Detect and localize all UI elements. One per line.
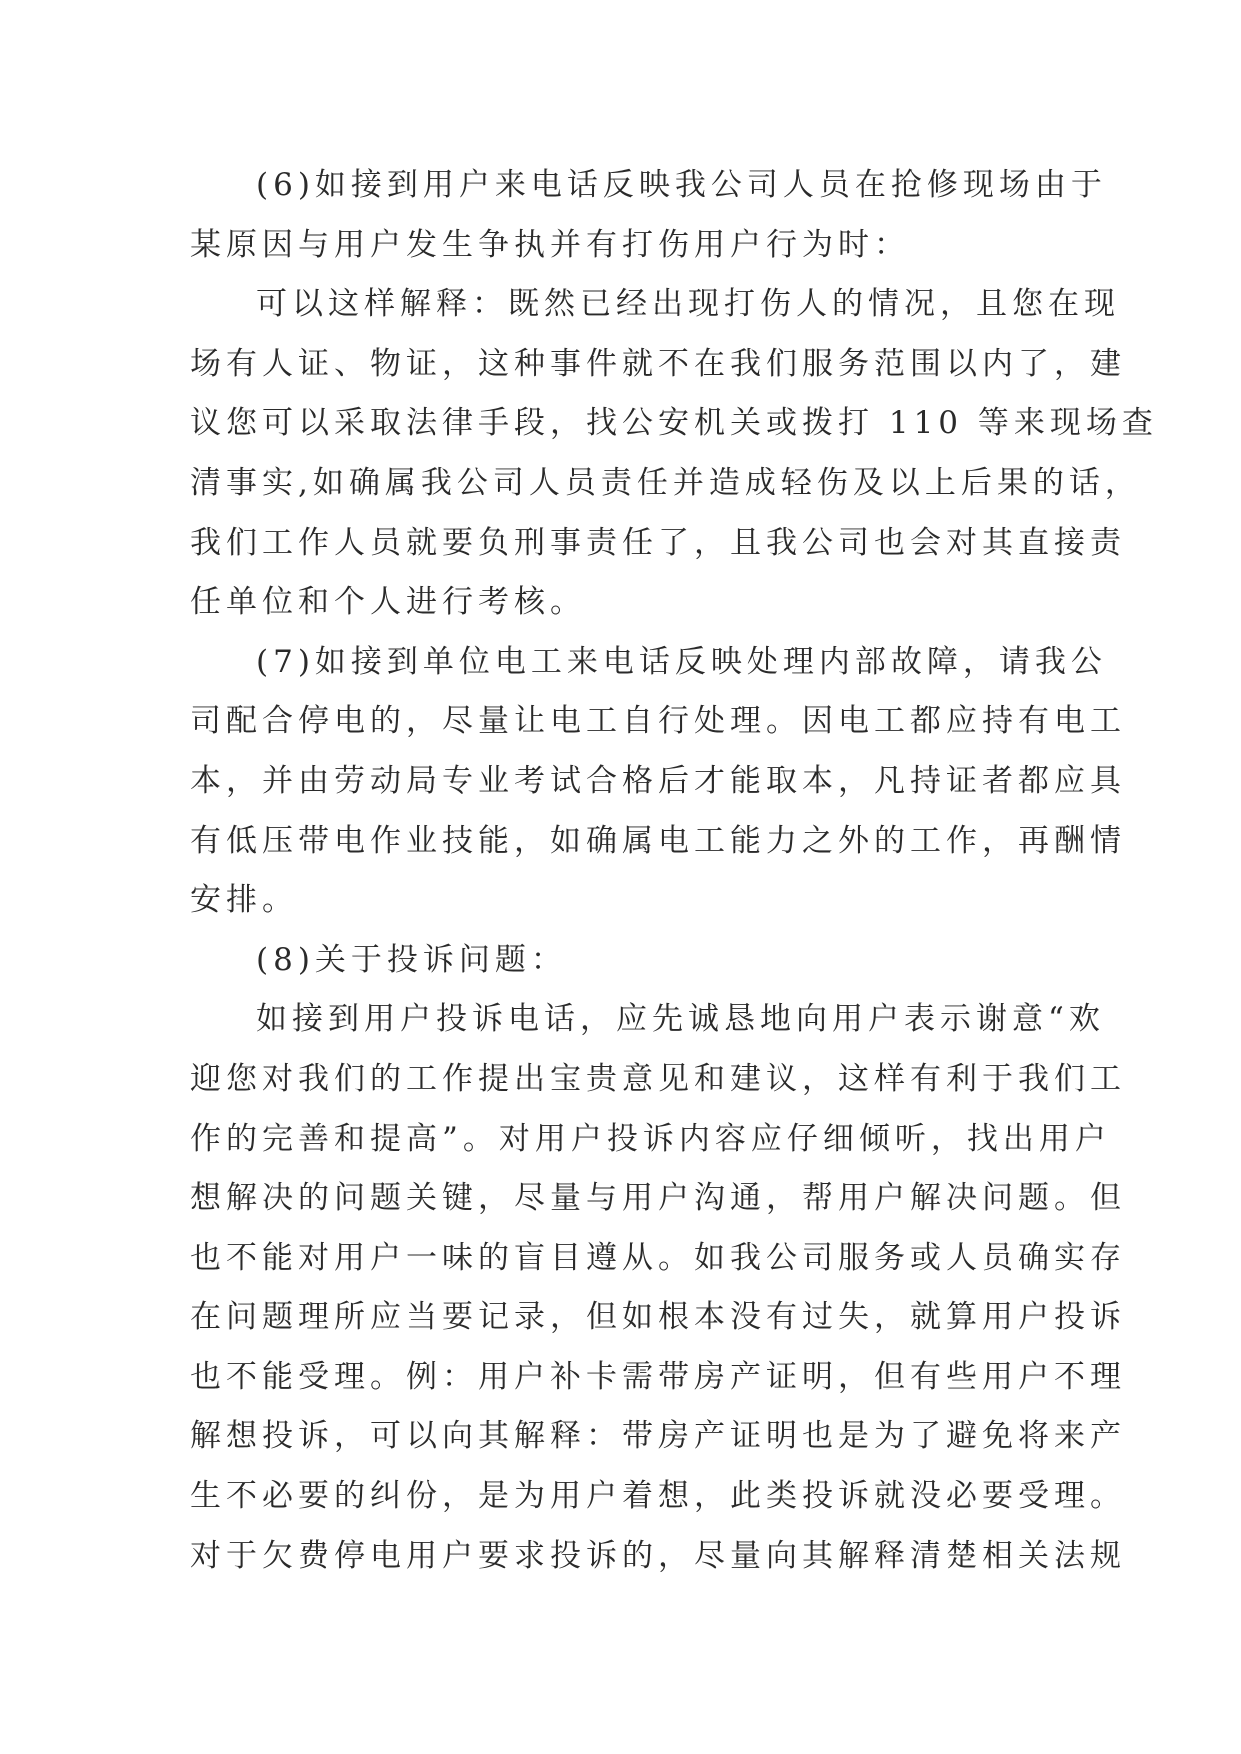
text-line: 我们工作人员就要负刑事责任了，且我公司也会对其直接责 bbox=[190, 524, 1126, 561]
text-line: (8)关于投诉问题： bbox=[256, 941, 567, 978]
text-line: 有低压带电作业技能，如确属电工能力之外的工作，再酬情 bbox=[190, 822, 1126, 859]
text-line: 也不能对用户一味的盲目遵从。如我公司服务或人员确实存 bbox=[190, 1239, 1126, 1276]
text-line: 对于欠费停电用户要求投诉的，尽量向其解释清楚相关法规 bbox=[190, 1537, 1126, 1574]
text-line: (6)如接到用户来电话反映我公司人员在抢修现场由于 bbox=[256, 167, 1107, 203]
text-line: 解想投诉，可以向其解释：带房产证明也是为了避免将来产 bbox=[190, 1418, 1126, 1455]
text-line: 某原因与用户发生争执并有打伤用户行为时： bbox=[190, 226, 910, 263]
text-line: 清事实,如确属我公司人员责任并造成轻伤及以上后果的话， bbox=[190, 464, 1141, 501]
text-line: 司配合停电的，尽量让电工自行处理。因电工都应持有电工 bbox=[190, 703, 1126, 740]
document-body bbox=[190, 156, 1158, 1586]
text-line: (7)如接到单位电工来电话反映处理内部故障，请我公 bbox=[256, 643, 1107, 680]
text-line: 议您可以采取法律手段，找公安机关或拨打 110 等来现场查 bbox=[190, 405, 1158, 442]
text-line: 如接到用户投诉电话，应先诚恳地向用户表示谢意“欢 bbox=[256, 1001, 1105, 1038]
text-line: 迎您对我们的工作提出宝贵意见和建议，这样有利于我们工 bbox=[190, 1060, 1126, 1097]
text-line: 场有人证、物证，这种事件就不在我们服务范围以内了，建 bbox=[190, 345, 1126, 382]
text-line: 在问题理所应当要记录，但如根本没有过失，就算用户投诉 bbox=[190, 1299, 1126, 1336]
text-line: 安排。 bbox=[190, 882, 298, 919]
text-line: 作的完善和提高”。对用户投诉内容应仔细倾听，找出用户 bbox=[190, 1120, 1111, 1157]
text-line: 生不必要的纠份，是为用户着想，此类投诉就没必要受理。 bbox=[190, 1478, 1126, 1515]
text-line: 想解决的问题关键，尽量与用户沟通，帮用户解决问题。但 bbox=[190, 1180, 1126, 1217]
text-line: 也不能受理。例：用户补卡需带房产证明，但有些用户不理 bbox=[190, 1358, 1126, 1395]
text-line: 本，并由劳动局专业考试合格后才能取本，凡持证者都应具 bbox=[190, 762, 1126, 799]
text-line: 任单位和个人进行考核。 bbox=[190, 584, 586, 621]
text-line: 可以这样解释：既然已经出现打伤人的情况，且您在现 bbox=[256, 286, 1120, 323]
